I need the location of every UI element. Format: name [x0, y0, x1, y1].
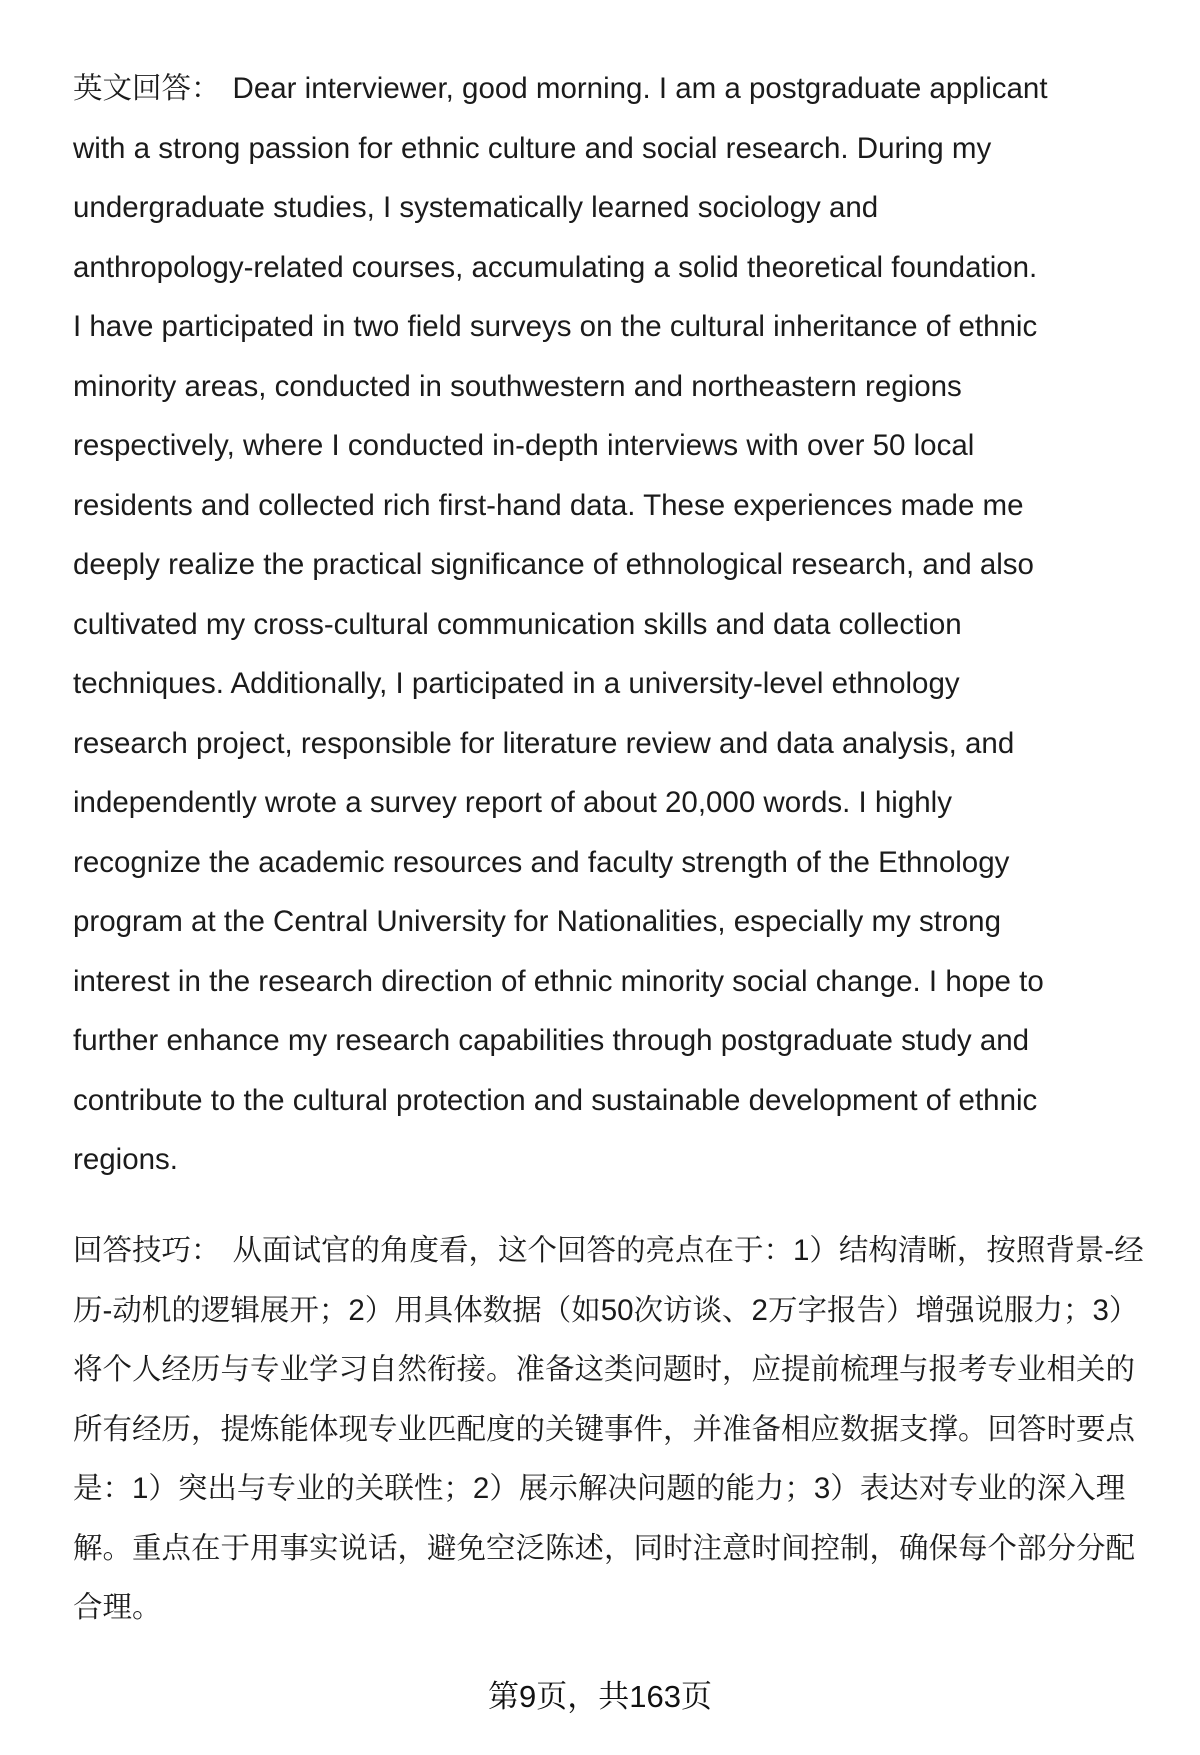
- answer-line: I have participated in two field surveys on the cultural inheritance of ethnic: [73, 310, 1038, 343]
- answer-line: with a strong passion for ethnic culture and social research. During my: [73, 131, 992, 165]
- answer-line: cultivated my cross-cultural communication skills and data collection: [73, 607, 962, 641]
- tips-line: [73, 1221, 1163, 1281]
- answer-tips-paragraph: [73, 1221, 1163, 1638]
- tips-line: 合理。: [73, 1591, 162, 1624]
- tips-line: 是：1）突出与专业的关联性；2）展示解决问题的能力；3）表达对专业的深入理: [73, 1472, 1126, 1505]
- answer-line: anthropology-related courses, accumulating a solid theoretical foundation.: [73, 250, 1038, 284]
- answer-line: further enhance my research capabilities through postgraduate study and: [73, 1024, 1030, 1057]
- tips-line: 所有经历，提炼能体现专业匹配度的关键事件，并准备相应数据支撑。回答时要点: [73, 1412, 1136, 1446]
- answer-line: program at the Central University for Nationalities, especially my strong: [73, 905, 1001, 938]
- tips-line: 解。重点在于用事实说话，避免空泛陈述，同时注意时间控制，确保每个部分分配: [73, 1531, 1136, 1565]
- answer-line: minority areas, conducted in southwestern and northeastern regions: [73, 369, 962, 403]
- tips-label: 回答技巧：: [73, 1234, 221, 1267]
- answer-line-text: Dear interviewer, good morning. I am a postgraduate applicant: [232, 72, 1048, 105]
- tips-line-text: 从面试官的角度看，这个回答的亮点在于：1）结构清晰，按照背景-经: [232, 1234, 1144, 1267]
- page-number: 第9页，共163页: [488, 1679, 712, 1714]
- answer-line: undergraduate studies, I systematically learned sociology and: [73, 191, 879, 224]
- answer-line: techniques. Additionally, I participated in a university-level ethnology: [73, 667, 960, 700]
- answer-line: [73, 59, 1163, 119]
- answer-line: contribute to the cultural protection and sustainable development of ethnic: [73, 1083, 1038, 1117]
- answer-line: recognize the academic resources and faculty strength of the Ethnology: [73, 845, 1010, 879]
- answer-line: independently wrote a survey report of about 20,000 words. I highly: [73, 786, 952, 819]
- answer-line: regions.: [73, 1143, 178, 1176]
- answer-line: interest in the research direction of ethnic minority social change. I hope to: [73, 964, 1044, 998]
- answer-line: research project, responsible for literature review and data analysis, and: [73, 726, 1015, 760]
- english-answer-paragraph: [73, 59, 1163, 1190]
- answer-line: respectively, where I conducted in-depth interviews with over 50 local: [73, 429, 975, 462]
- answer-line: deeply realize the practical significance of ethnological research, and also: [73, 548, 1034, 581]
- tips-line: 将个人经历与专业学习自然衔接。准备这类问题时，应提前梳理与报考专业相关的: [73, 1353, 1136, 1386]
- answer-line: residents and collected rich first-hand data. These experiences made me: [73, 488, 1024, 522]
- answer-label: 英文回答：: [73, 72, 221, 105]
- tips-line: 历-动机的逻辑展开；2）用具体数据（如50次访谈、2万字报告）增强说服力；3）: [73, 1293, 1139, 1327]
